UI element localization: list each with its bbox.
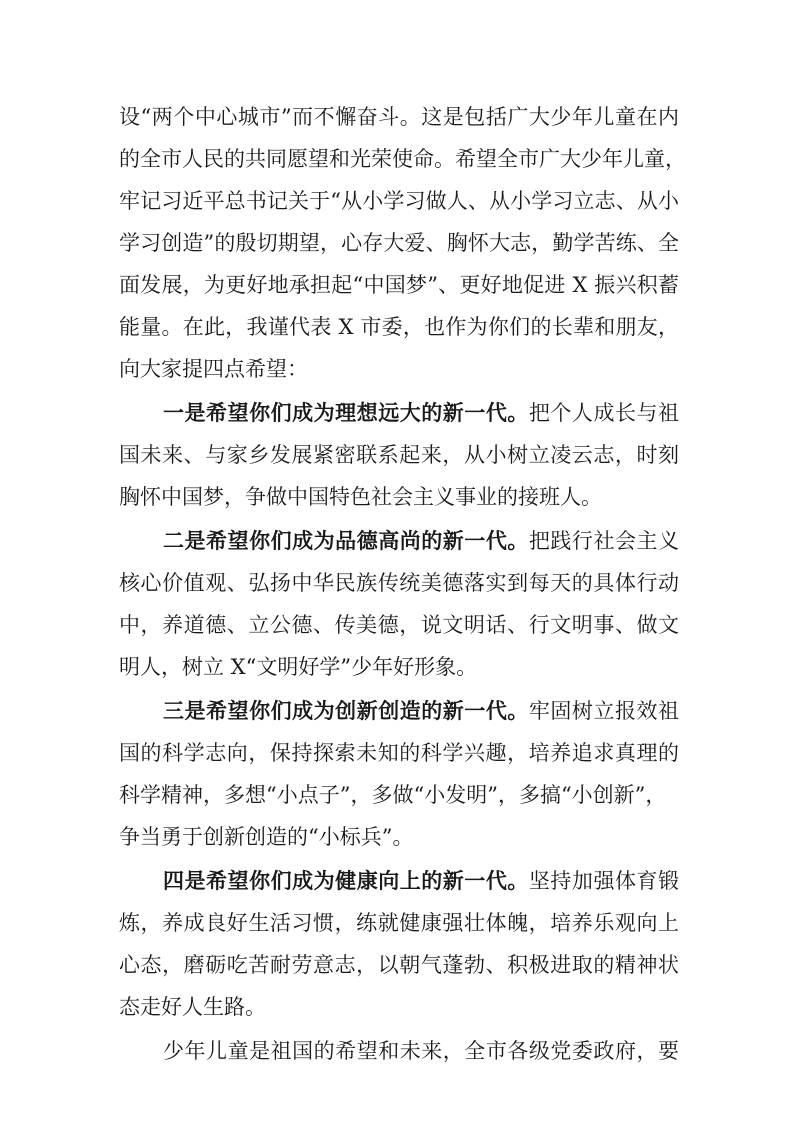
hope1-first-line — [163, 396, 679, 430]
hope1-first-rest: 把个人成长与祖 — [528, 401, 680, 425]
hope3-first-rest: 牢固树立报效祖 — [528, 699, 680, 723]
hope3-heading: 三是希望你们成为创新创造的新一代。 — [163, 699, 529, 723]
hope3-first-line — [163, 694, 679, 728]
hope4-heading: 四是希望你们成为健康向上的新一代。 — [163, 869, 529, 893]
intro-line-7: 向大家提四点希望： — [119, 357, 308, 381]
hope1-line-3: 胸怀中国梦，争做中国特色社会主义事业的接班人。 — [119, 485, 602, 509]
intro-line-2: 的全市人民的共同愿望和光荣使命。希望全市广大少年儿童， — [119, 147, 686, 171]
hope3-line-2: 国的科学志向，保持探索未知的科学兴趣，培养追求真理的 — [119, 741, 679, 765]
hope3-line-4: 争当勇于创新创造的“小标兵”。 — [119, 825, 414, 849]
hope2-first-line — [163, 524, 679, 558]
hope4-line-4: 态走好人生路。 — [119, 995, 266, 1019]
hope4-line-2: 炼，养成良好生活习惯，练就健康强壮体魄，培养乐观向上 — [119, 911, 679, 935]
hope2-heading: 二是希望你们成为品德高尚的新一代。 — [163, 529, 529, 553]
intro-line-6: 能量。在此，我谨代表 X 市委，也作为你们的长辈和朋友， — [119, 315, 679, 339]
hope1-heading: 一是希望你们成为理想远大的新一代。 — [163, 401, 529, 425]
hope2-line-2: 核心价值观、弘扬中华民族传统美德落实到每天的具体行动 — [119, 571, 679, 595]
hope2-first-rest: 把践行社会主义 — [528, 529, 680, 553]
hope1-line-2: 国未来、与家乡发展紧密联系起来，从小树立凌云志，时刻 — [119, 443, 679, 467]
hope2-line-4: 明人，树立 X“文明好学”少年好形象。 — [119, 655, 478, 679]
intro-line-5: 面发展，为更好地承担起“中国梦”、更好地促进 X 振兴积蓄 — [119, 273, 679, 297]
hope4-first-line — [163, 864, 679, 898]
hope4-first-rest: 坚持加强体育锻 — [528, 869, 680, 893]
intro-line-3: 牢记习近平总书记关于“从小学习做人、从小学习立志、从小 — [119, 189, 679, 213]
hope4-line-3: 心态，磨砺吃苦耐劳意志，以朝气蓬勃、积极进取的精神状 — [119, 953, 679, 977]
hope3-line-3: 科学精神，多想“小点子”，多做“小发明”，多搞“小创新”， — [119, 783, 667, 807]
intro-line-4: 学习创造”的殷切期望，心存大爱、胸怀大志，勤学苦练、全 — [119, 231, 679, 255]
closing-first-line: 少年儿童是祖国的希望和未来，全市各级党委政府，要 — [163, 1039, 679, 1063]
intro-line-1: 设“两个中心城市”而不懈奋斗。这是包括广大少年儿童在内 — [119, 105, 679, 129]
hope2-line-3: 中，养道德、立公德、传美德，说文明话、行文明事、做文 — [119, 613, 679, 637]
